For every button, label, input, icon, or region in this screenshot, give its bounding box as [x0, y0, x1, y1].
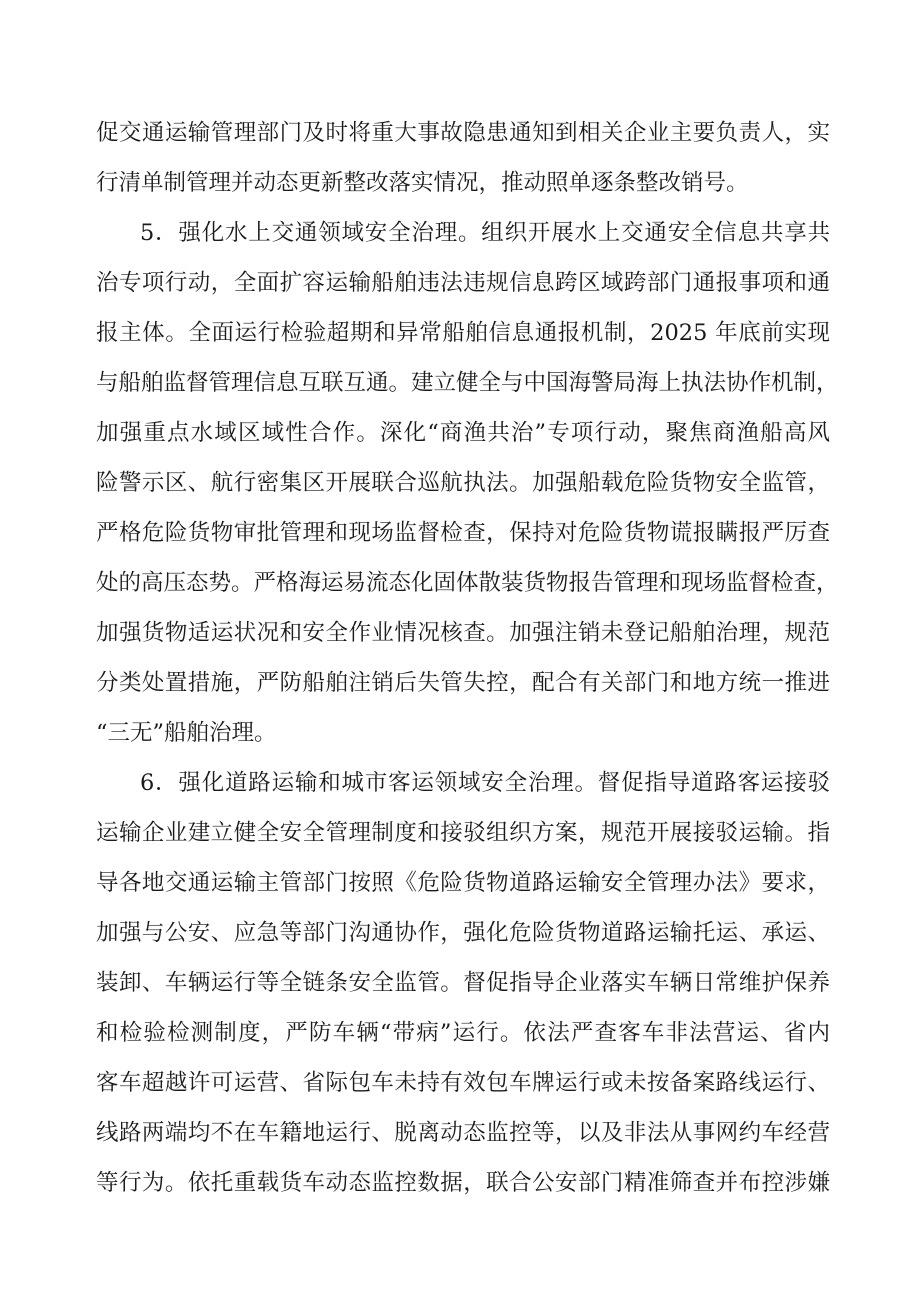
text-line: 加强重点水域区域性合作。深化“商渔共治”专项行动，聚焦商渔船高风 — [96, 420, 830, 446]
text-line: “三无”船舶治理。 — [96, 720, 277, 746]
section-6-heading-line: 6．强化道路运输和城市客运领域安全治理。督促指导道路客运接驳 — [140, 770, 830, 796]
text-line: 行清单制管理并动态更新整改落实情况，推动照单逐条整改销号。 — [96, 170, 749, 196]
text-line: 治专项行动，全面扩容运输船舶违法违规信息跨区域跨部门通报事项和通 — [96, 270, 830, 296]
text-line: 加强与公安、应急等部门沟通协作，强化危险货物道路运输托运、承运、 — [96, 920, 830, 946]
text-line: 分类处置措施，严防船舶注销后失管失控，配合有关部门和地方统一推进 — [96, 670, 830, 696]
text-line: 促交通运输管理部门及时将重大事故隐患通知到相关企业主要负责人，实 — [96, 120, 830, 146]
text-line: 与船舶监督管理信息互联互通。建立健全与中国海警局海上执法协作机制， — [96, 370, 839, 396]
text-line: 加强货物适运状况和安全作业情况核查。加强注销未登记船舶治理，规范 — [96, 620, 830, 646]
text-line: 报主体。全面运行检验超期和异常船舶信息通报机制，2025 年底前实现 — [96, 320, 830, 346]
text-line: 严格危险货物审批管理和现场监督检查，保持对危险货物谎报瞒报严厉查 — [96, 520, 830, 546]
text-line: 险警示区、航行密集区开展联合巡航执法。加强船载危险货物安全监管， — [96, 470, 830, 496]
text-line: 装卸、车辆运行等全链条安全监管。督促指导企业落实车辆日常维护保养 — [96, 970, 830, 996]
text-line: 客车超越许可运营、省际包车未持有效包车牌运行或未按备案路线运行、 — [96, 1070, 830, 1096]
text-line: 等行为。依托重载货车动态监控数据，联合公安部门精准筛查并布控涉嫌 — [96, 1170, 830, 1196]
section-5-heading-line: 5．强化水上交通领域安全治理。组织开展水上交通安全信息共享共 — [140, 220, 830, 246]
text-line: 和检验检测制度，严防车辆“带病”运行。依法严查客车非法营运、省内 — [96, 1020, 830, 1046]
text-line: 运输企业建立健全安全管理制度和接驳组织方案，规范开展接驳运输。指 — [96, 820, 830, 846]
text-line: 导各地交通运输主管部门按照《危险货物道路运输安全管理办法》要求， — [96, 870, 830, 896]
text-line: 线路两端均不在车籍地运行、脱离动态监控等，以及非法从事网约车经营 — [96, 1120, 830, 1146]
text-line: 处的高压态势。严格海运易流态化固体散装货物报告管理和现场监督检查， — [96, 570, 839, 596]
